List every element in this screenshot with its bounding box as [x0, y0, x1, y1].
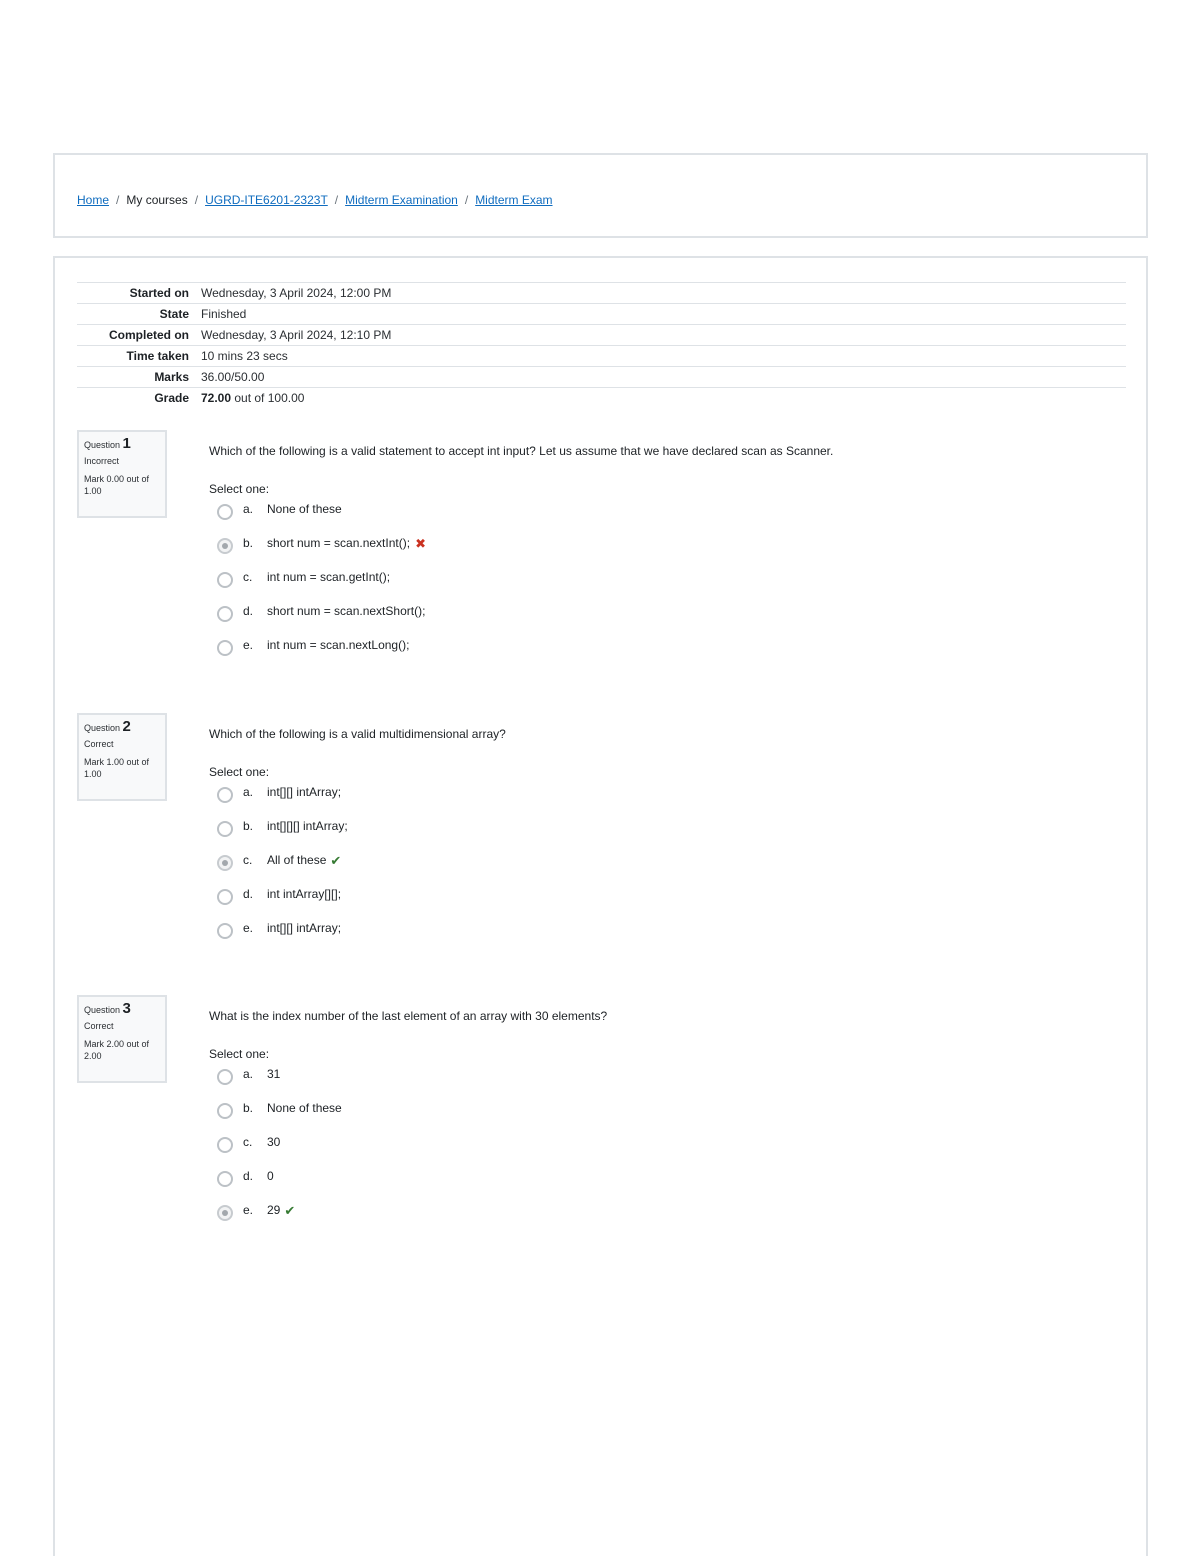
question-text: Which of the following is a valid multidimensional array? — [209, 727, 506, 741]
grade-score: 72.00 — [201, 391, 232, 406]
breadcrumb-home[interactable]: Home — [77, 193, 110, 207]
question-info — [77, 995, 167, 1083]
answer-option[interactable] — [209, 1203, 1109, 1237]
option-letter: e. — [243, 1203, 254, 1217]
breadcrumb-course[interactable]: UGRD-ITE6201-2323T — [205, 193, 328, 207]
summary-value — [201, 388, 1126, 409]
question-state: Correct — [84, 739, 114, 749]
option-text: None of these — [267, 502, 342, 516]
answer-option[interactable] — [209, 570, 1109, 604]
breadcrumb-separator: / — [334, 193, 339, 207]
answer-options — [209, 502, 1109, 672]
summary-value: 10 mins 23 secs — [201, 349, 288, 363]
option-letter: d. — [243, 1169, 254, 1183]
summary-row-marks — [77, 367, 1126, 388]
summary-value: Wednesday, 3 April 2024, 12:10 PM — [201, 328, 392, 342]
radio-button[interactable] — [217, 1069, 233, 1085]
question-state: Correct — [84, 1021, 114, 1031]
radio-button[interactable] — [217, 538, 233, 554]
radio-button[interactable] — [217, 889, 233, 905]
summary-value: Finished — [201, 307, 247, 321]
radio-button[interactable] — [217, 1171, 233, 1187]
option-letter: c. — [243, 570, 253, 584]
radio-button[interactable] — [217, 1137, 233, 1153]
option-letter: e. — [243, 921, 254, 935]
answer-option[interactable] — [209, 536, 1109, 570]
answer-options — [209, 785, 1109, 955]
option-letter: d. — [243, 887, 254, 901]
breadcrumb-section[interactable]: Midterm Examination — [345, 193, 458, 207]
radio-button[interactable] — [217, 640, 233, 656]
summary-label: Grade — [154, 391, 189, 406]
radio-button[interactable] — [217, 572, 233, 588]
option-text: int[][] intArray; — [267, 921, 342, 935]
option-text: short num = scan.nextShort(); — [267, 604, 426, 618]
answer-option[interactable] — [209, 853, 1109, 887]
summary-label: Started on — [129, 286, 189, 300]
radio-button[interactable] — [217, 504, 233, 520]
summary-row-time-taken — [77, 346, 1126, 367]
option-letter: a. — [243, 785, 254, 799]
option-text: None of these — [267, 1101, 342, 1115]
option-letter: c. — [243, 1135, 253, 1149]
option-letter: a. — [243, 502, 254, 516]
attempt-summary-table — [77, 282, 1126, 409]
summary-row-completed-on — [77, 325, 1126, 346]
breadcrumb-separator: / — [194, 193, 199, 207]
question-content — [209, 727, 1109, 955]
quiz-review-card — [53, 256, 1148, 1556]
question-mark: Mark 2.00 out of 2.00 — [84, 1039, 150, 1061]
question-number-line — [84, 435, 160, 452]
breadcrumb-card — [53, 153, 1148, 238]
radio-button[interactable] — [217, 821, 233, 837]
answer-options — [209, 1067, 1109, 1237]
question-label: Question — [84, 440, 121, 450]
breadcrumb — [77, 193, 553, 207]
select-one-prompt: Select one: — [209, 1047, 270, 1061]
breadcrumb-quiz[interactable]: Midterm Exam — [475, 193, 553, 207]
summary-row-grade — [77, 388, 1126, 409]
question-number-line — [84, 1000, 160, 1017]
radio-button[interactable] — [217, 787, 233, 803]
question-mark: Mark 0.00 out of 1.00 — [84, 474, 150, 496]
question-text: Which of the following is a valid statement to accept int input? Let us assume that we have declared scan as Scanner. — [209, 444, 834, 458]
answer-option[interactable] — [209, 1067, 1109, 1101]
answer-option[interactable] — [209, 819, 1109, 853]
question-text: What is the index number of the last element of an array with 30 elements? — [209, 1009, 608, 1023]
breadcrumb-separator: / — [116, 193, 120, 207]
question-info — [77, 713, 167, 801]
select-one-prompt: Select one: — [209, 765, 270, 779]
incorrect-icon: ✖ — [415, 536, 426, 551]
answer-option[interactable] — [209, 638, 1109, 672]
answer-option[interactable] — [209, 502, 1109, 536]
summary-label: Completed on — [109, 328, 189, 342]
summary-row-started-on — [77, 283, 1126, 304]
question-number: 1 — [122, 435, 131, 452]
summary-label: Marks — [154, 370, 189, 384]
summary-value: Wednesday, 3 April 2024, 12:00 PM — [201, 286, 392, 300]
question-label: Question — [84, 723, 121, 733]
radio-button[interactable] — [217, 1103, 233, 1119]
option-text: int intArray[][]; — [267, 887, 342, 901]
option-text: int num = scan.getInt(); — [267, 570, 391, 584]
option-text: 29 — [267, 1203, 281, 1217]
answer-option[interactable] — [209, 1101, 1109, 1135]
summary-value: 36.00/50.00 — [201, 370, 265, 384]
grade-out-of: out of 100.00 — [231, 391, 305, 406]
answer-option[interactable] — [209, 604, 1109, 638]
option-letter: c. — [243, 853, 253, 867]
option-text: 30 — [267, 1135, 281, 1149]
correct-check-icon: ✔ — [284, 1203, 296, 1218]
option-letter: b. — [243, 1101, 254, 1115]
summary-row-state — [77, 304, 1126, 325]
answer-option[interactable] — [209, 1169, 1109, 1203]
summary-label: Time taken — [126, 349, 189, 363]
option-text: All of these — [267, 853, 327, 867]
question-content — [209, 1009, 1109, 1237]
option-text: int num = scan.nextLong(); — [267, 638, 410, 652]
breadcrumb-separator: / — [464, 193, 469, 207]
question-label: Question — [84, 1005, 121, 1015]
option-text: int[][] intArray; — [267, 785, 342, 799]
option-letter: b. — [243, 819, 254, 833]
answer-option[interactable] — [209, 1135, 1109, 1169]
summary-label: State — [159, 307, 189, 321]
answer-option[interactable] — [209, 785, 1109, 819]
option-text: 31 — [267, 1067, 281, 1081]
option-text: 0 — [267, 1169, 274, 1183]
select-one-prompt: Select one: — [209, 482, 270, 496]
breadcrumb-my-courses: My courses — [126, 193, 188, 207]
radio-button[interactable] — [217, 1205, 233, 1221]
radio-button[interactable] — [217, 855, 233, 871]
correct-check-icon: ✔ — [330, 853, 342, 868]
question-state: Incorrect — [84, 456, 120, 466]
question-info — [77, 430, 167, 518]
question-number-line — [84, 718, 160, 735]
question-number: 2 — [122, 718, 131, 735]
option-letter: d. — [243, 604, 254, 618]
radio-button[interactable] — [217, 606, 233, 622]
option-letter: e. — [243, 638, 254, 652]
option-letter: b. — [243, 536, 254, 550]
radio-button[interactable] — [217, 923, 233, 939]
option-letter: a. — [243, 1067, 254, 1081]
question-mark: Mark 1.00 out of 1.00 — [84, 757, 150, 779]
answer-option[interactable] — [209, 887, 1109, 921]
question-content — [209, 444, 1109, 672]
question-number: 3 — [122, 1000, 131, 1017]
option-text: int[][][] intArray; — [267, 819, 348, 833]
answer-option[interactable] — [209, 921, 1109, 955]
option-text: short num = scan.nextInt(); — [267, 536, 411, 550]
